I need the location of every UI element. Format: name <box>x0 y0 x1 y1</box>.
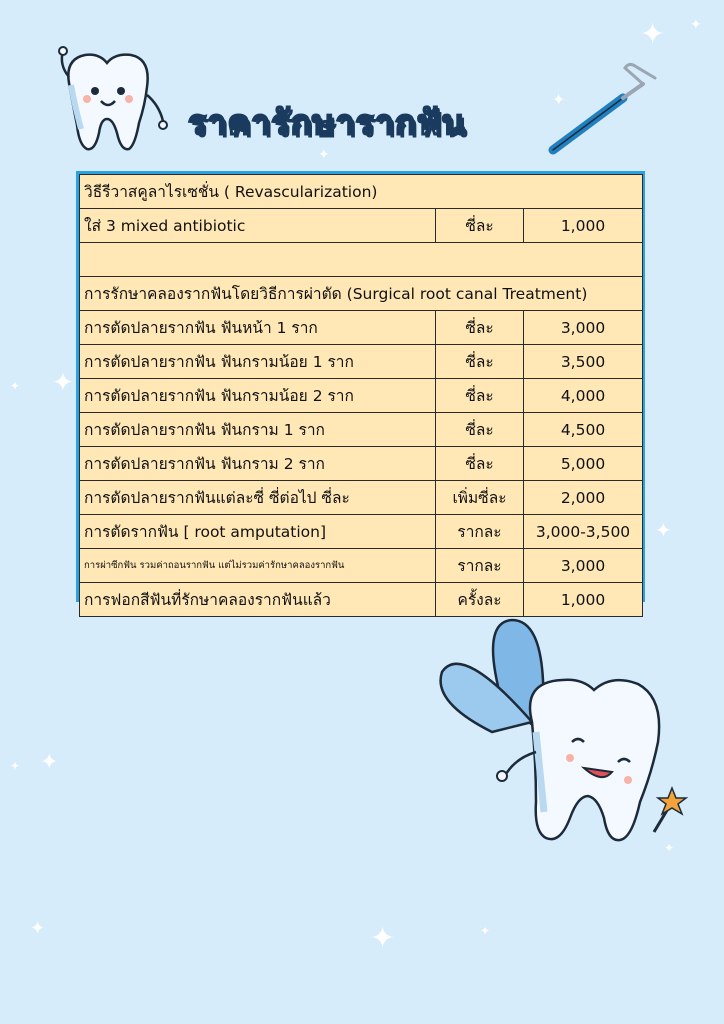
table-row <box>80 549 643 583</box>
section-header-row <box>80 277 643 311</box>
table-row <box>80 209 643 243</box>
sparkle-icon: ✦ <box>30 918 46 939</box>
treatment-name: การตัดรากฟัน [ root amputation] <box>80 515 436 549</box>
sparkle-icon: ✦ <box>640 17 666 52</box>
dental-explorer-icon <box>545 58 665 158</box>
smiling-tooth-icon <box>55 45 175 157</box>
table-row <box>80 515 643 549</box>
unit-label: ซี่ละ <box>436 447 524 481</box>
treatment-name: ใส่ 3 mixed antibiotic <box>80 209 436 243</box>
sparkle-icon: ✦ <box>10 759 21 773</box>
sparkle-icon: ✦ <box>655 518 672 542</box>
table-row <box>80 311 643 345</box>
page-title: ราคารักษารากฟัน <box>188 103 466 143</box>
sparkle-icon: ✦ <box>370 921 396 956</box>
unit-label: ซี่ละ <box>436 209 524 243</box>
price-table <box>76 171 645 609</box>
sparkle-icon: ✦ <box>552 90 566 109</box>
sparkle-icon: ✦ <box>664 841 675 855</box>
table-row <box>80 413 643 447</box>
price-value: 3,000 <box>524 549 643 583</box>
table-row <box>80 481 643 515</box>
unit-label: ซี่ละ <box>436 311 524 345</box>
price-value: 3,000-3,500 <box>524 515 643 549</box>
unit-label: ซี่ละ <box>436 379 524 413</box>
price-value: 1,000 <box>524 583 643 617</box>
price-value: 3,500 <box>524 345 643 379</box>
price-value: 3,000 <box>524 311 643 345</box>
sparkle-icon: ✦ <box>690 17 702 33</box>
sparkle-icon: ✦ <box>10 379 21 393</box>
treatment-name: การตัดปลายรากฟันแต่ละซี่ ซี่ต่อไป ซี่ละ <box>80 481 436 515</box>
tooth-fairy-icon <box>432 612 692 862</box>
treatment-name: การตัดปลายรากฟัน ฟันหน้า 1 ราก <box>80 311 436 345</box>
sparkle-icon: ✦ <box>40 750 59 775</box>
treatment-name: การฟอกสีฟันที่รักษาคลองรากฟันแล้ว <box>80 583 436 617</box>
treatment-name: การตัดปลายรากฟัน ฟันกรามน้อย 2 ราก <box>80 379 436 413</box>
sparkle-icon: ✦ <box>318 147 330 163</box>
unit-label: ครั้งละ <box>436 583 524 617</box>
blank-row <box>80 243 643 277</box>
unit-label: รากละ <box>436 549 524 583</box>
section-title: วิธีรีวาสคูลาไรเซชั่น ( Revascularization) <box>80 175 643 209</box>
table-row <box>80 379 643 413</box>
blank-cell <box>80 243 643 277</box>
sparkle-icon: ✦ <box>480 924 491 938</box>
unit-label: ซี่ละ <box>436 345 524 379</box>
treatment-name: การตัดปลายรากฟัน ฟันกราม 2 ราก <box>80 447 436 481</box>
section-title: การรักษาคลองรากฟันโดยวิธีการผ่าตัด (Surgical root canal Treatment) <box>80 277 643 311</box>
price-value: 1,000 <box>524 209 643 243</box>
table-row <box>80 447 643 481</box>
price-value: 4,000 <box>524 379 643 413</box>
sparkle-icon: ✦ <box>52 368 74 398</box>
unit-label: เพิ่มซี่ละ <box>436 481 524 515</box>
price-value: 5,000 <box>524 447 643 481</box>
treatment-name: การตัดปลายรากฟัน ฟันกรามน้อย 1 ราก <box>80 345 436 379</box>
price-value: 4,500 <box>524 413 643 447</box>
unit-label: ซี่ละ <box>436 413 524 447</box>
table-row <box>80 345 643 379</box>
treatment-name: การผ่าซีกฟัน รวมค่าถอนรากฟัน แต่ไม่รวมค่ารักษาคลองรากฟัน <box>80 549 436 583</box>
price-value: 2,000 <box>524 481 643 515</box>
unit-label: รากละ <box>436 515 524 549</box>
treatment-name: การตัดปลายรากฟัน ฟันกราม 1 ราก <box>80 413 436 447</box>
section-header-row <box>80 175 643 209</box>
